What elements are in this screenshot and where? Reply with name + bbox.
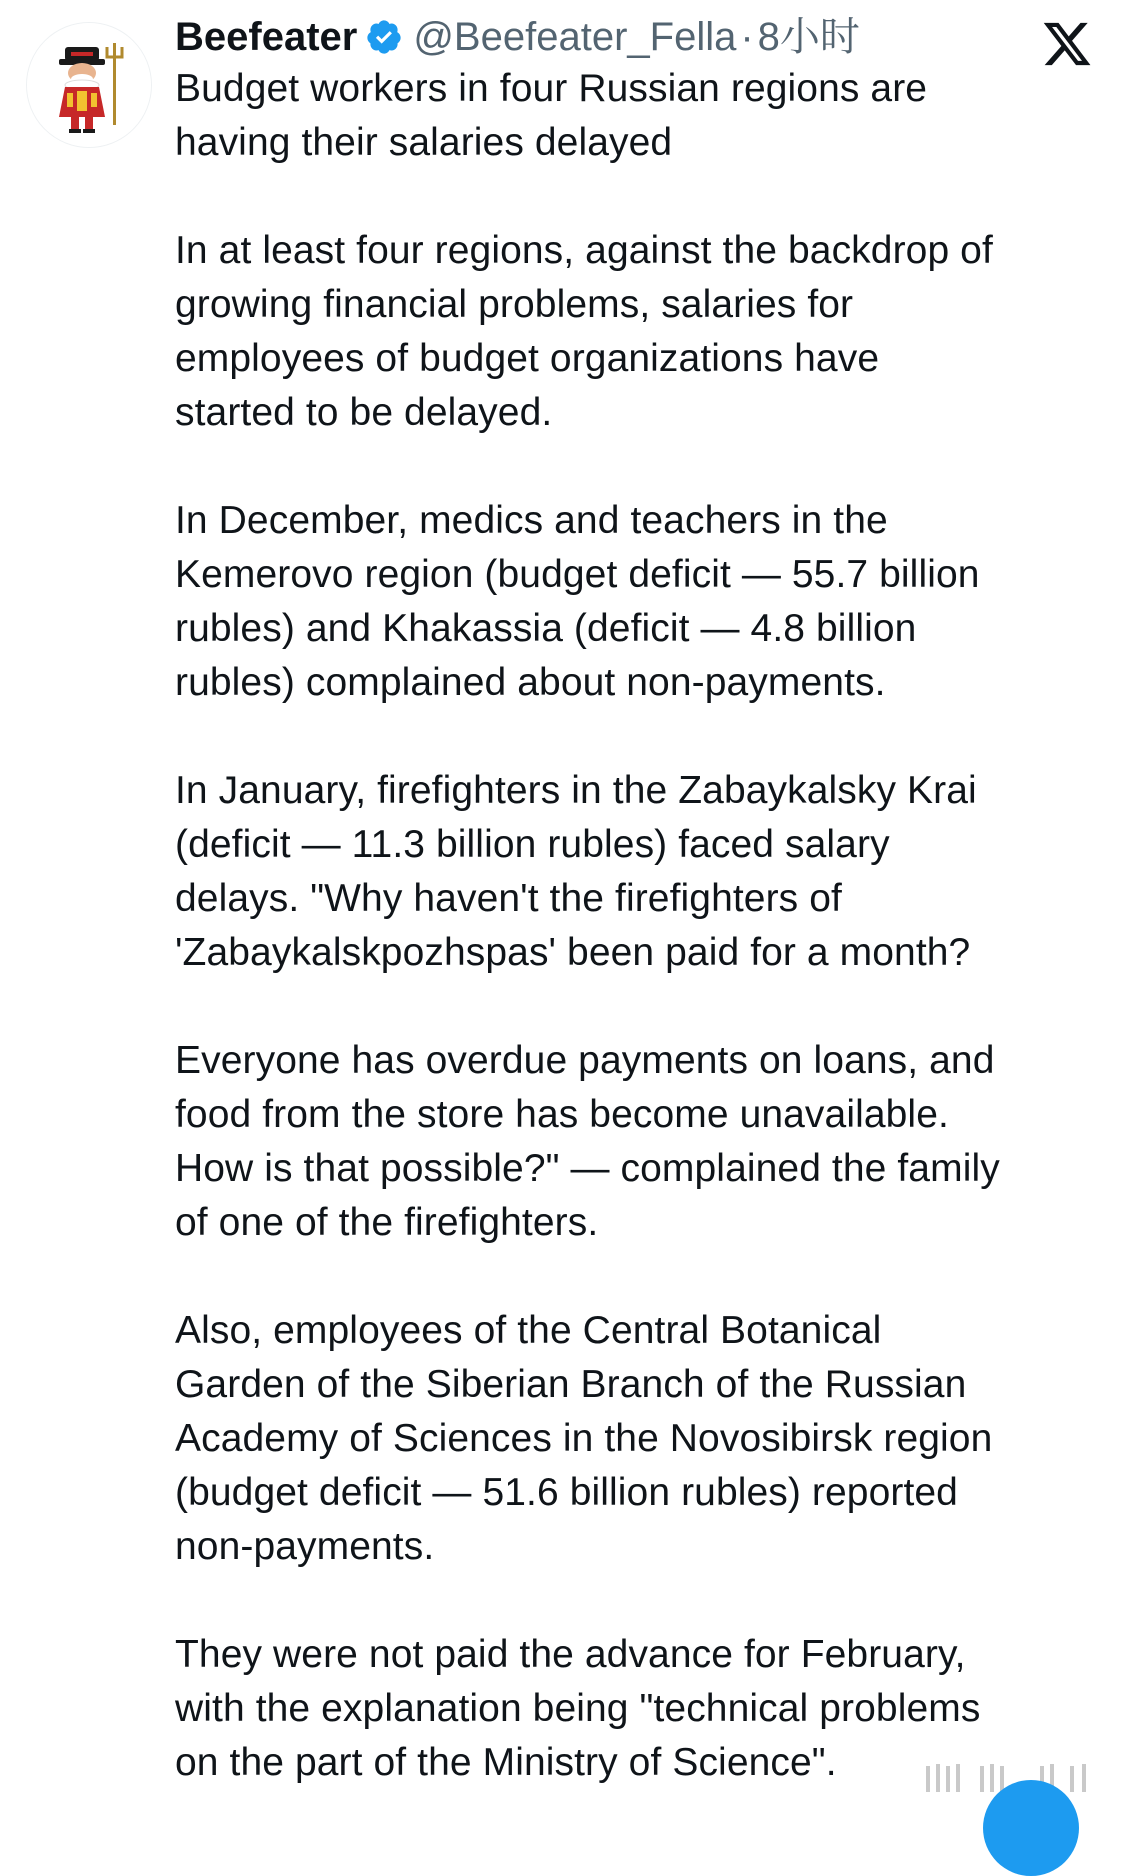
tweet-paragraph: In at least four regions, against the backdrop of growing financial problems, salaries for employees of budget organizations have started to be delayed. — [175, 229, 993, 434]
compose-fab-button[interactable] — [983, 1780, 1079, 1876]
tweet-paragraph: Also, employees of the Central Botanical Garden of the Siberian Branch of the Russian Academy of Sciences in the Novosibirsk region (budget deficit — 51.6 billion rubles) reported non-payments. — [175, 1309, 993, 1568]
header-separator: · — [740, 15, 754, 59]
tweet-paragraph: Budget workers in four Russian regions are having their salaries delayed — [175, 67, 928, 164]
author-handle[interactable]: @Beefeater_Fella — [413, 15, 737, 59]
tweet-paragraph: Everyone has overdue payments on loans, and food from the store has become unavailable. How is that possible?" — complained the family of one of the firefighters. — [175, 1039, 1000, 1244]
post-timestamp[interactable]: 8小时 — [757, 15, 860, 59]
tweet-body — [175, 62, 1095, 1790]
tweet-paragraph: In January, firefighters in the Zabaykalsky Krai (deficit — 11.3 billion rubles) faced salary delays. "Why haven't the firefighters of 'Zabaykalskpozhspas' been paid for a month? — [175, 769, 977, 974]
x-logo-icon[interactable] — [1040, 18, 1094, 70]
author-display-name[interactable]: Beefeater — [175, 15, 358, 59]
tweet-paragraph: They were not paid the advance for February, with the explanation being "technical problems on the part of the Ministry of Science". — [175, 1633, 981, 1784]
tweet-paragraph: In December, medics and teachers in the Kemerovo region (budget deficit — 55.7 billion rubles) and Khakassia (deficit — 4.8 billion rubles) complained about non-payments. — [175, 499, 980, 704]
beefeater-guard-avatar-icon — [27, 23, 151, 147]
verified-badge-icon — [365, 18, 403, 56]
tweet-content — [175, 12, 1095, 1844]
author-avatar[interactable] — [26, 22, 152, 148]
tweet-header — [175, 12, 1095, 62]
